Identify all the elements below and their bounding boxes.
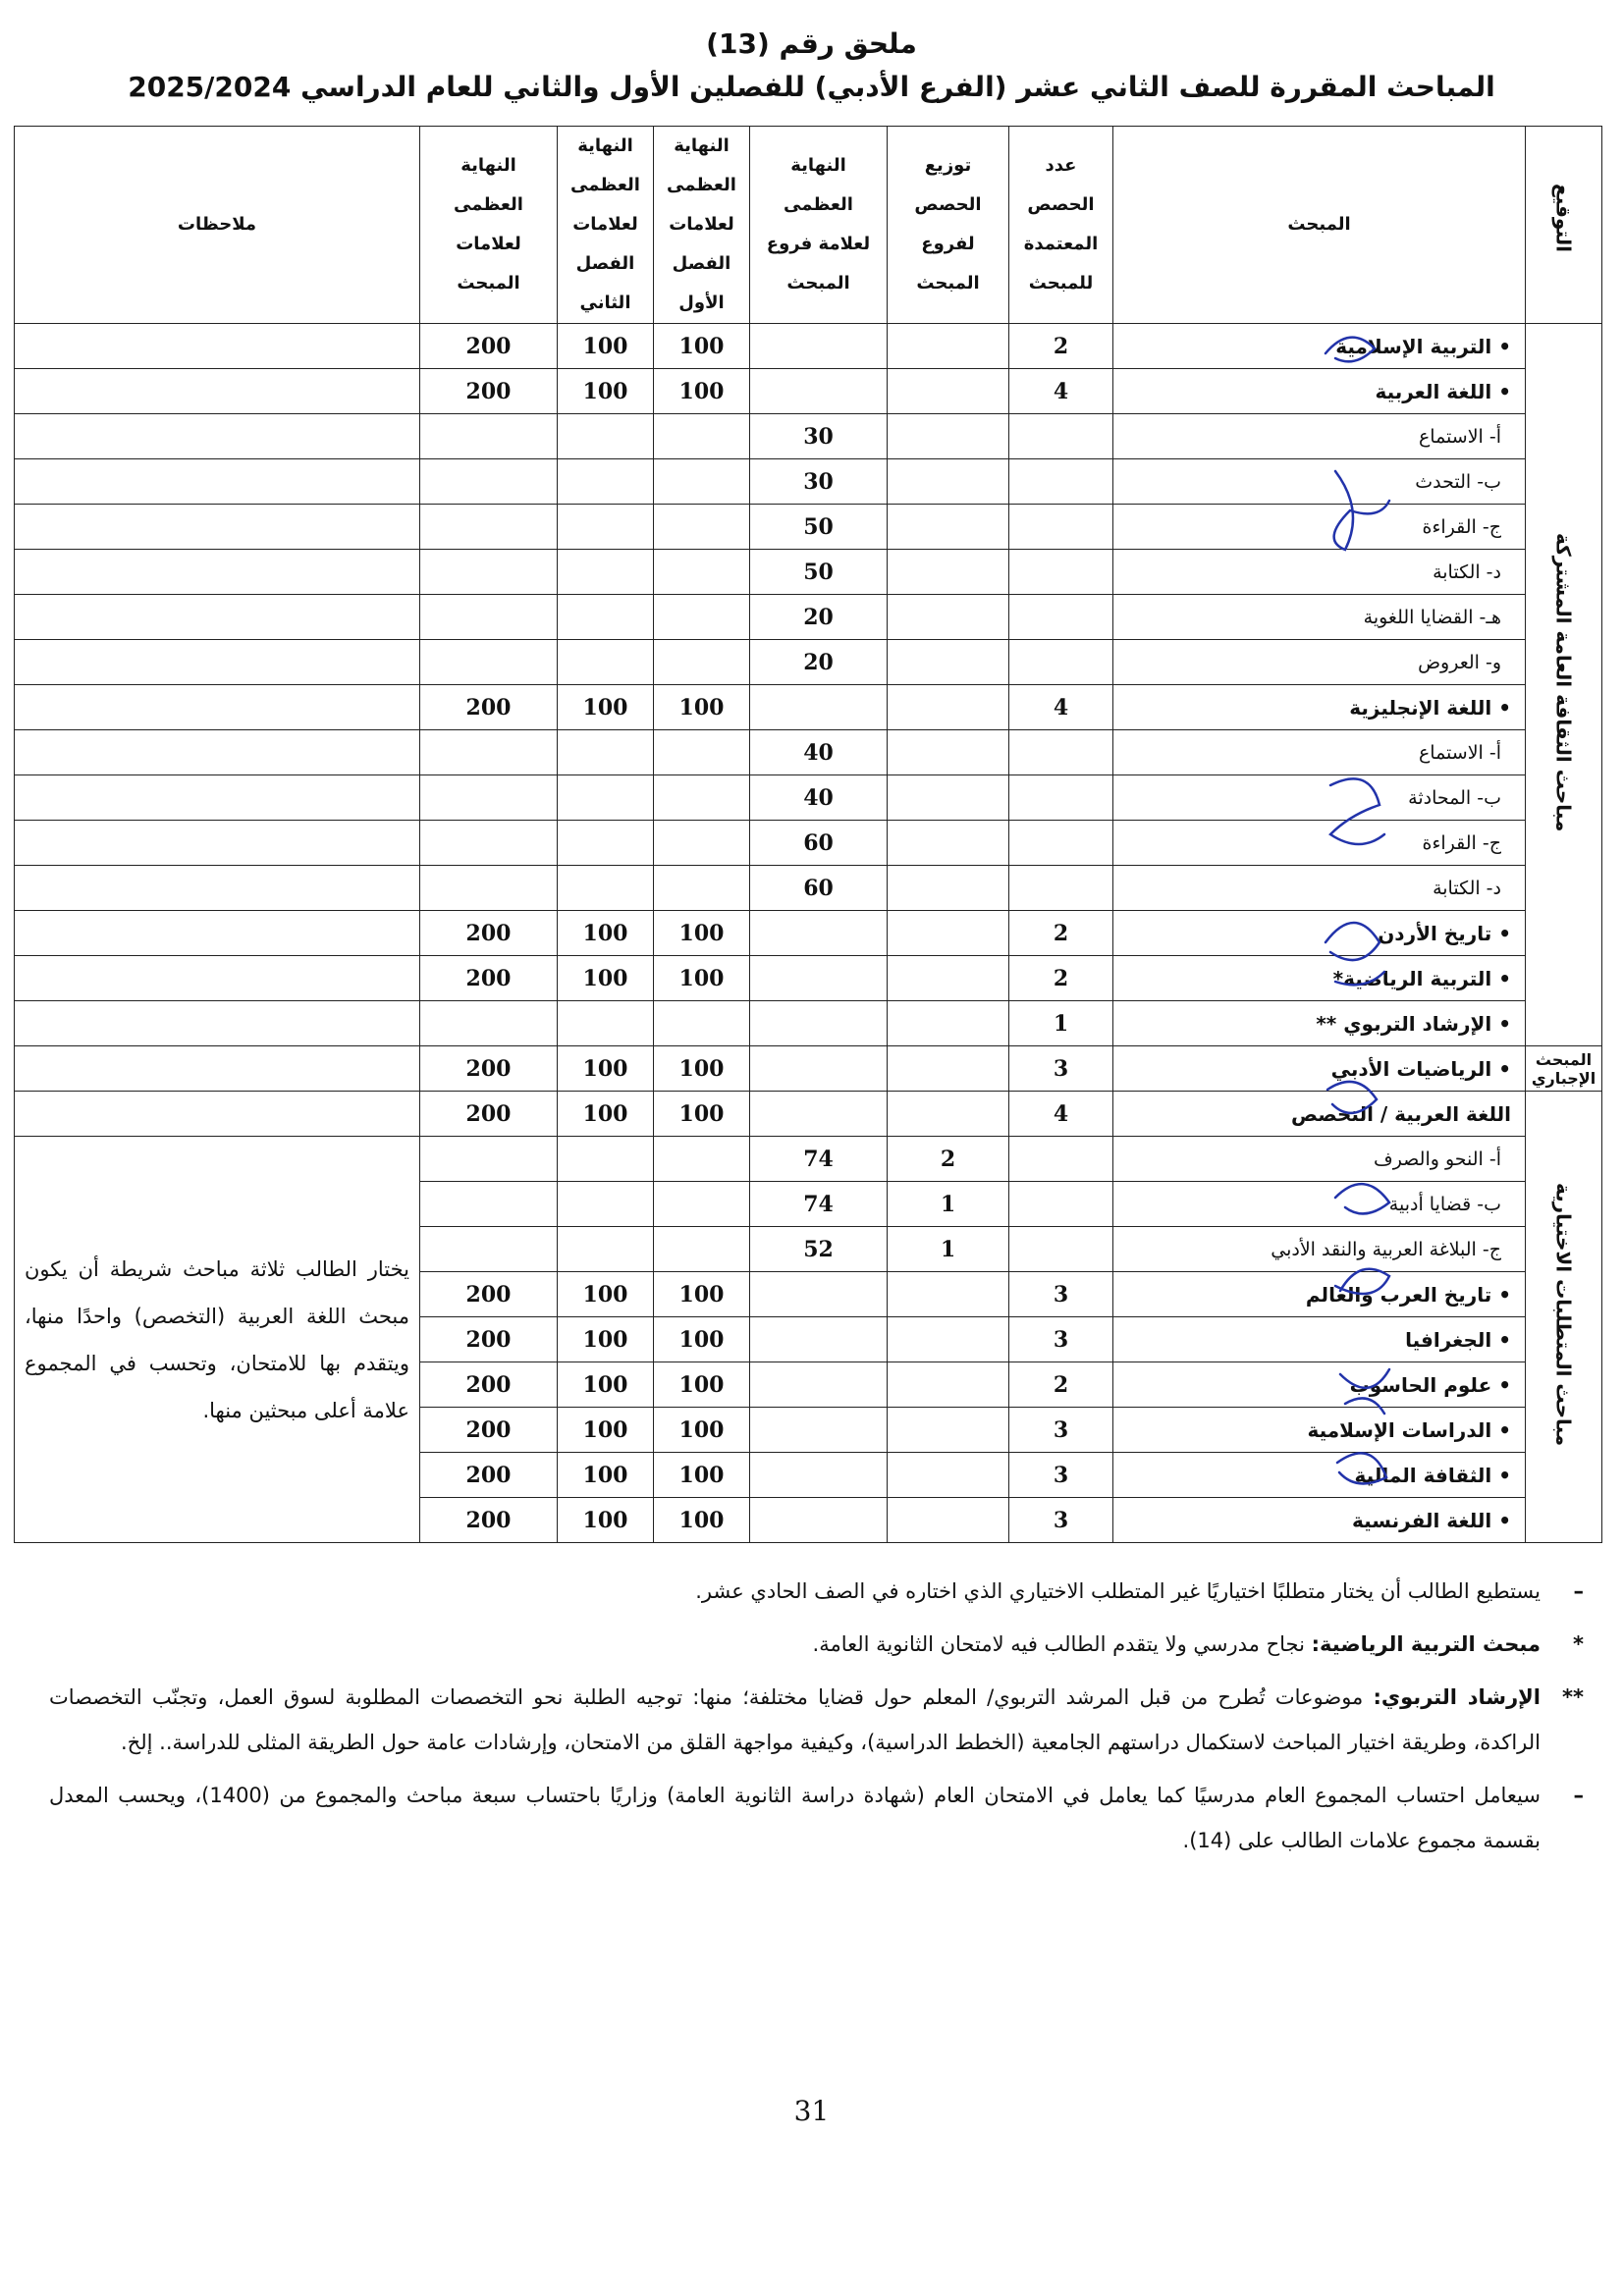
cell-s1: 100 (654, 1408, 750, 1453)
notes-cell (15, 1001, 420, 1046)
cell-s2 (558, 550, 654, 595)
cell-s1: 100 (654, 1046, 750, 1092)
subject-cell: • اللغة العربية (1113, 369, 1526, 414)
notes-cell (15, 775, 420, 821)
footnote-term: مبحث التربية الرياضية: (1311, 1632, 1541, 1656)
cell-s1 (654, 775, 750, 821)
cell-s1: 100 (654, 1092, 750, 1137)
cell-branch: 40 (750, 730, 888, 775)
cell-branch: 40 (750, 775, 888, 821)
col-subject: المبحث (1113, 127, 1526, 324)
cell-branch: 20 (750, 640, 888, 685)
cell-s1 (654, 640, 750, 685)
cell-total (420, 1227, 558, 1272)
cell-dist (888, 1001, 1009, 1046)
cell-s1: 100 (654, 1272, 750, 1317)
subject-cell: ب- التحدث (1113, 459, 1526, 505)
signature-scribble-1 (1316, 314, 1394, 1198)
col-max-sem2: النهاية العظمى لعلامات الفصل الثاني (558, 127, 654, 324)
col-max-total: النهاية العظمى لعلامات المبحث (420, 127, 558, 324)
cell-s2 (558, 1001, 654, 1046)
cell-dist (888, 505, 1009, 550)
cell-branch: 30 (750, 414, 888, 459)
section-mandatory: المبحث الإجباري (1526, 1046, 1602, 1092)
cell-dist (888, 550, 1009, 595)
cell-s1: 100 (654, 685, 750, 730)
cell-branch: 60 (750, 866, 888, 911)
cell-periods (1009, 595, 1113, 640)
cell-periods (1009, 1182, 1113, 1227)
cell-total: 200 (420, 1092, 558, 1137)
cell-branch (750, 911, 888, 956)
cell-dist (888, 414, 1009, 459)
cell-total: 200 (420, 685, 558, 730)
cell-s2 (558, 459, 654, 505)
subject-cell: ب- قضايا أدبية (1113, 1182, 1526, 1227)
cell-dist: 1 (888, 1182, 1009, 1227)
cell-total: 200 (420, 1498, 558, 1543)
cell-dist (888, 775, 1009, 821)
footnote-mark: ** (1562, 1685, 1584, 1709)
footnotes (49, 1569, 1584, 1871)
cell-s2: 100 (558, 324, 654, 369)
cell-s2: 100 (558, 369, 654, 414)
cell-branch (750, 1453, 888, 1498)
cell-branch (750, 324, 888, 369)
cell-dist (888, 1362, 1009, 1408)
cell-periods (1009, 1137, 1113, 1182)
cell-dist (888, 1453, 1009, 1498)
notes-cell (15, 866, 420, 911)
cell-branch (750, 1272, 888, 1317)
cell-branch (750, 1362, 888, 1408)
notes-cell (15, 324, 420, 369)
subject-cell: اللغة العربية / التخصص (1113, 1092, 1526, 1137)
footnote (49, 1675, 1584, 1765)
cell-branch (750, 1317, 888, 1362)
notes-cell (15, 595, 420, 640)
cell-dist (888, 1408, 1009, 1453)
subject-cell: • علوم الحاسوب (1113, 1362, 1526, 1408)
cell-total (420, 505, 558, 550)
notes-cell (15, 505, 420, 550)
cell-total (420, 775, 558, 821)
notes-cell (15, 369, 420, 414)
notes-cell (15, 730, 420, 775)
cell-branch: 74 (750, 1182, 888, 1227)
footnote-text: موضوعات تُطرح من قبل المرشد التربوي/ المعلم حول قضايا مختلفة؛ منها: توجيه الطلبة نحو التخصصات المطلوبة لسوق العمل، وتجنّب التخصصات الراكدة، وطريقة اختيار المباحث لاستكمال دراستهم الجامعية (الخطط الدراسية)، وكيفية مواجهة القلق من الامتحان، وإرشادات عامة حول الطريقة المثلى للدراسة.. إلخ. (49, 1685, 1541, 1754)
cell-total (420, 730, 558, 775)
cell-s2 (558, 1137, 654, 1182)
cell-periods (1009, 775, 1113, 821)
cell-dist (888, 459, 1009, 505)
cell-periods: 3 (1009, 1317, 1113, 1362)
cell-s1: 100 (654, 324, 750, 369)
cell-periods (1009, 821, 1113, 866)
notes-cell (15, 459, 420, 505)
cell-s2: 100 (558, 911, 654, 956)
cell-periods: 2 (1009, 911, 1113, 956)
cell-dist (888, 369, 1009, 414)
subject-cell: • اللغة الفرنسية (1113, 1498, 1526, 1543)
cell-branch: 50 (750, 550, 888, 595)
cell-s1: 100 (654, 1362, 750, 1408)
cell-s2: 100 (558, 1092, 654, 1137)
cell-branch (750, 1046, 888, 1092)
cell-dist (888, 324, 1009, 369)
cell-s2 (558, 821, 654, 866)
cell-s2: 100 (558, 1453, 654, 1498)
cell-s1: 100 (654, 369, 750, 414)
cell-periods: 3 (1009, 1046, 1113, 1092)
cell-s2 (558, 730, 654, 775)
cell-s2 (558, 775, 654, 821)
cell-periods (1009, 640, 1113, 685)
section-common: مباحث الثقافة العامة المشتركة (1526, 324, 1602, 1046)
cell-dist (888, 911, 1009, 956)
notes-cell (15, 821, 420, 866)
cell-periods: 4 (1009, 685, 1113, 730)
cell-s2: 100 (558, 1498, 654, 1543)
cell-s1 (654, 459, 750, 505)
subject-cell: • تاريخ العرب والعالم (1113, 1272, 1526, 1317)
cell-s1 (654, 866, 750, 911)
cell-periods (1009, 459, 1113, 505)
page-number: 31 (793, 2095, 830, 2127)
cell-dist (888, 1317, 1009, 1362)
cell-total (420, 550, 558, 595)
cell-periods (1009, 866, 1113, 911)
cell-dist (888, 866, 1009, 911)
cell-s2: 100 (558, 1046, 654, 1092)
cell-branch: 20 (750, 595, 888, 640)
cell-dist (888, 685, 1009, 730)
cell-s2 (558, 1227, 654, 1272)
cell-dist (888, 595, 1009, 640)
notes-cell (15, 550, 420, 595)
cell-total: 200 (420, 1046, 558, 1092)
subject-cell: • الجغرافيا (1113, 1317, 1526, 1362)
cell-dist (888, 1046, 1009, 1092)
footnote-text: سيعامل احتساب المجموع العام مدرسيًا كما يعامل في الامتحان العام (شهادة دراسة الثانوية العامة) وزاريًا باحتساب سبعة مباحث والمجموع من (1400)، ويحسب المعدل بقسمة مجموع علامات الطالب على (14). (49, 1784, 1541, 1852)
subject-cell: ب- المحادثة (1113, 775, 1526, 821)
subject-cell: ج- القراءة (1113, 821, 1526, 866)
cell-s2 (558, 414, 654, 459)
col-notes: ملاحظات (15, 127, 420, 324)
subject-cell: • اللغة الإنجليزية (1113, 685, 1526, 730)
elective-note: يختار الطالب ثلاثة مباحث شريطة أن يكون مبحث اللغة العربية (التخصص) واحدًا منها، ويتقدم بها للامتحان، وتحسب في المجموع علامة أعلى مبحثين منها. (15, 1137, 420, 1543)
cell-s2: 100 (558, 1272, 654, 1317)
notes-cell (15, 685, 420, 730)
cell-branch: 74 (750, 1137, 888, 1182)
col-distribution: توزيع الحصص لفروع المبحث (888, 127, 1009, 324)
cell-total (420, 1001, 558, 1046)
cell-s1 (654, 1227, 750, 1272)
subject-cell: ج- القراءة (1113, 505, 1526, 550)
cell-total: 200 (420, 324, 558, 369)
cell-s2 (558, 866, 654, 911)
cell-total: 200 (420, 1453, 558, 1498)
cell-periods (1009, 1227, 1113, 1272)
cell-dist: 2 (888, 1137, 1009, 1182)
cell-branch: 30 (750, 459, 888, 505)
cell-total (420, 866, 558, 911)
cell-s1: 100 (654, 956, 750, 1001)
cell-dist: 1 (888, 1227, 1009, 1272)
cell-branch (750, 369, 888, 414)
cell-s1 (654, 414, 750, 459)
cell-total: 200 (420, 1408, 558, 1453)
subject-cell: • الثقافة المالية (1113, 1453, 1526, 1498)
annex-number: ملحق رقم (13) (706, 27, 917, 60)
cell-total (420, 414, 558, 459)
cell-s1: 100 (654, 911, 750, 956)
notes-cell (15, 956, 420, 1001)
col-max-sem1: النهاية العظمى لعلامات الفصل الأول (654, 127, 750, 324)
cell-branch (750, 1498, 888, 1543)
cell-total: 200 (420, 956, 558, 1001)
subject-cell: و- العروض (1113, 640, 1526, 685)
cell-s2: 100 (558, 1317, 654, 1362)
cell-s1: 100 (654, 1453, 750, 1498)
cell-total: 200 (420, 1272, 558, 1317)
cell-s2 (558, 640, 654, 685)
subject-cell: • الإرشاد التربوي ** (1113, 1001, 1526, 1046)
col-max-branches: النهاية العظمى لعلامة فروع المبحث (750, 127, 888, 324)
cell-s1 (654, 730, 750, 775)
footnote-mark: – (1573, 1784, 1584, 1807)
cell-s1: 100 (654, 1498, 750, 1543)
cell-branch: 52 (750, 1227, 888, 1272)
subject-cell: • تاريخ الأردن (1113, 911, 1526, 956)
cell-branch: 60 (750, 821, 888, 866)
cell-dist (888, 956, 1009, 1001)
cell-total (420, 1137, 558, 1182)
subject-cell: أ- الاستماع (1113, 414, 1526, 459)
cell-periods: 3 (1009, 1498, 1113, 1543)
subject-cell: • الرياضيات الأدبي (1113, 1046, 1526, 1092)
subject-cell: د- الكتابة (1113, 550, 1526, 595)
cell-periods (1009, 505, 1113, 550)
cell-s2: 100 (558, 956, 654, 1001)
cell-dist (888, 730, 1009, 775)
footnote (49, 1773, 1584, 1863)
cell-total: 200 (420, 1362, 558, 1408)
cell-total: 200 (420, 1317, 558, 1362)
cell-s2: 100 (558, 1362, 654, 1408)
cell-s1 (654, 821, 750, 866)
notes-cell (15, 1046, 420, 1092)
cell-dist (888, 1272, 1009, 1317)
cell-branch (750, 956, 888, 1001)
notes-cell (15, 1092, 420, 1137)
cell-dist (888, 821, 1009, 866)
cell-periods: 4 (1009, 1092, 1113, 1137)
cell-total (420, 459, 558, 505)
footnote (49, 1622, 1584, 1667)
footnote-mark: – (1573, 1579, 1584, 1603)
cell-total (420, 821, 558, 866)
subject-cell: • التربية الإسلامية (1113, 324, 1526, 369)
cell-periods: 3 (1009, 1272, 1113, 1317)
col-signature: التوقيع (1526, 127, 1602, 324)
footnote-mark: * (1573, 1632, 1584, 1656)
footnote-text: نجاح مدرسي ولا يتقدم الطالب فيه لامتحان الثانوية العامة. (812, 1632, 1312, 1656)
footnote-term: الإرشاد التربوي: (1373, 1685, 1541, 1709)
section-elective: مباحث المتطلبات الاختيارية (1526, 1092, 1602, 1543)
cell-s2: 100 (558, 685, 654, 730)
cell-s1 (654, 595, 750, 640)
cell-periods: 2 (1009, 324, 1113, 369)
cell-total (420, 640, 558, 685)
cell-s1 (654, 1182, 750, 1227)
subject-cell: د- الكتابة (1113, 866, 1526, 911)
col-periods: عدد الحصص المعتمدة للمبحث (1009, 127, 1113, 324)
cell-total: 200 (420, 369, 558, 414)
cell-periods: 2 (1009, 956, 1113, 1001)
notes-cell (15, 640, 420, 685)
subject-cell: • الدراسات الإسلامية (1113, 1408, 1526, 1453)
cell-s1 (654, 1137, 750, 1182)
cell-s1 (654, 1001, 750, 1046)
cell-periods: 3 (1009, 1408, 1113, 1453)
cell-s1: 100 (654, 1317, 750, 1362)
cell-dist (888, 1498, 1009, 1543)
cell-s2 (558, 595, 654, 640)
cell-s2: 100 (558, 1408, 654, 1453)
subject-cell: هـ- القضايا اللغوية (1113, 595, 1526, 640)
cell-s2 (558, 505, 654, 550)
cell-total (420, 595, 558, 640)
cell-s1 (654, 550, 750, 595)
cell-s2 (558, 1182, 654, 1227)
notes-cell (15, 911, 420, 956)
cell-branch (750, 1092, 888, 1137)
cell-s1 (654, 505, 750, 550)
cell-total: 200 (420, 911, 558, 956)
cell-branch: 50 (750, 505, 888, 550)
cell-branch (750, 685, 888, 730)
cell-periods: 1 (1009, 1001, 1113, 1046)
footnote (49, 1569, 1584, 1614)
subject-cell: ج- البلاغة العربية والنقد الأدبي (1113, 1227, 1526, 1272)
cell-periods: 3 (1009, 1453, 1113, 1498)
cell-periods: 4 (1009, 369, 1113, 414)
footnote-text: يستطيع الطالب أن يختار متطلبًا اختياريًا غير المتطلب الاختياري الذي اختاره في الصف الحادي عشر. (695, 1579, 1541, 1603)
subject-cell: أ- النحو والصرف (1113, 1137, 1526, 1182)
subject-cell: • التربية الرياضية* (1113, 956, 1526, 1001)
cell-total (420, 1182, 558, 1227)
cell-branch (750, 1408, 888, 1453)
cell-periods: 2 (1009, 1362, 1113, 1408)
page-title: المباحث المقررة للصف الثاني عشر (الفرع الأدبي) للفصلين الأول والثاني للعام الدراسي 2025/2024 (128, 71, 1495, 103)
cell-branch (750, 1001, 888, 1046)
notes-cell (15, 414, 420, 459)
signature-scribble-2 (1325, 1158, 1404, 1531)
cell-dist (888, 640, 1009, 685)
cell-periods (1009, 550, 1113, 595)
subject-cell: أ- الاستماع (1113, 730, 1526, 775)
cell-periods (1009, 414, 1113, 459)
cell-dist (888, 1092, 1009, 1137)
cell-periods (1009, 730, 1113, 775)
